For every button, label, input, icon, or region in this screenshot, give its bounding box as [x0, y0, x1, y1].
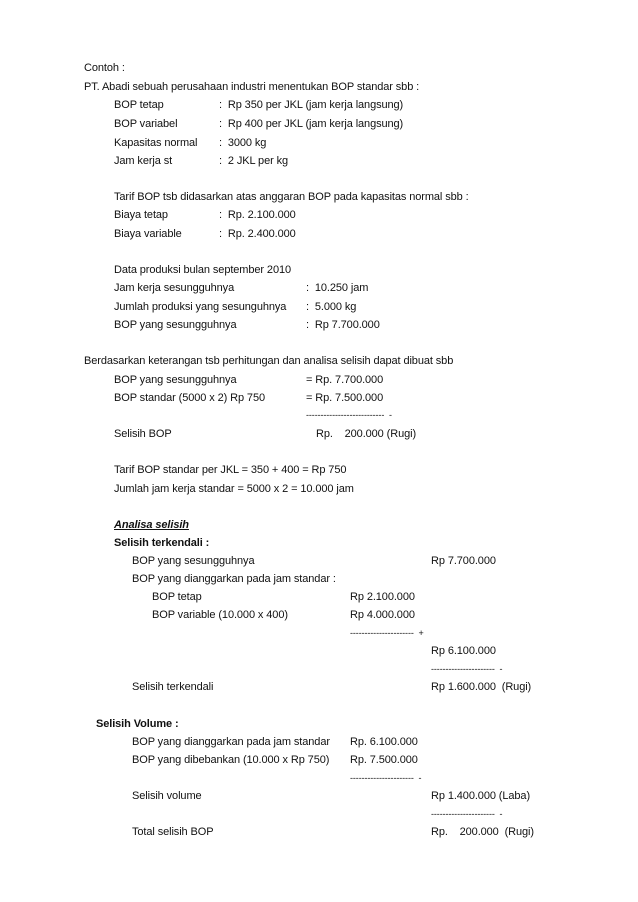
- tarif-value: : Rp. 2.100.000: [219, 209, 296, 221]
- perhitungan-label: BOP standar (5000 x 2) Rp 750: [114, 392, 265, 404]
- selisih-bop-label: Selisih BOP: [114, 428, 172, 440]
- standard-value: : Rp 400 per JKL (jam kerja langsung): [219, 118, 404, 130]
- bop-sesungguhnya-value: Rp 7.700.000: [431, 555, 496, 567]
- standard-label: BOP tetap: [114, 99, 164, 111]
- bop-tetap-label: BOP tetap: [152, 591, 202, 603]
- tarif-label: Biaya variable: [114, 228, 182, 240]
- selisih-bop-value: Rp. 200.000 (Rugi): [316, 428, 417, 440]
- bop-variable-value: Rp 4.000.000: [350, 609, 415, 621]
- standard-label: BOP variabel: [114, 118, 178, 130]
- tarif-heading: Tarif BOP tsb didasarkan atas anggaran BOP pada kapasitas normal sbb :: [114, 191, 469, 203]
- produksi-heading: Data produksi bulan september 2010: [114, 264, 291, 276]
- tarif-label: Biaya tetap: [114, 209, 168, 221]
- produksi-value: : 10.250 jam: [306, 282, 369, 294]
- selisih-volume-label: Selisih volume: [132, 790, 202, 802]
- total-selisih-value: Rp. 200.000 (Rugi): [431, 826, 534, 838]
- analisa-title: Analisa selisih: [114, 519, 189, 531]
- dianggarkan-label: BOP yang dianggarkan pada jam standar: [132, 736, 330, 748]
- selisih-terkendali-label: Selisih terkendali: [132, 681, 214, 693]
- bop-sesungguhnya-label: BOP yang sesungguhnya: [132, 555, 255, 567]
- subtotal-value: Rp 6.100.000: [431, 645, 496, 657]
- perhitungan-heading: Berdasarkan keterangan tsb perhitungan dan analisa selisih dapat dibuat sbb: [84, 355, 454, 367]
- subtraction-separator: ---------------------- -: [431, 809, 503, 819]
- produksi-label: Jumlah produksi yang sesunguhnya: [114, 301, 287, 313]
- subtraction-separator: ---------------------- -: [431, 664, 503, 674]
- bop-tetap-value: Rp 2.100.000: [350, 591, 415, 603]
- dibebankan-value: Rp. 7.500.000: [350, 754, 418, 766]
- tarif-standar-line: Tarif BOP standar per JKL = 350 + 400 = Rp 750: [114, 464, 347, 476]
- produksi-label: BOP yang sesungguhnya: [114, 319, 237, 331]
- subtraction-separator: ---------------------- -: [350, 773, 422, 783]
- volume-heading: Selisih Volume :: [96, 718, 179, 730]
- perhitungan-value: = Rp. 7.700.000: [306, 374, 384, 386]
- tarif-value: : Rp. 2.400.000: [219, 228, 296, 240]
- bop-variable-label: BOP variable (10.000 x 400): [152, 609, 288, 621]
- produksi-label: Jam kerja sesungguhnya: [114, 282, 235, 294]
- perhitungan-label: BOP yang sesungguhnya: [114, 374, 237, 386]
- dibebankan-label: BOP yang dibebankan (10.000 x Rp 750): [132, 754, 330, 766]
- selisih-volume-value: Rp 1.400.000 (Laba): [431, 790, 531, 802]
- company-statement: PT. Abadi sebuah perusahaan industri menentukan BOP standar sbb :: [84, 81, 420, 93]
- total-selisih-label: Total selisih BOP: [132, 826, 214, 838]
- standard-label: Kapasitas normal: [114, 137, 198, 149]
- subtraction-separator: --------------------------- -: [306, 410, 392, 420]
- dianggarkan-value: Rp. 6.100.000: [350, 736, 418, 748]
- selisih-terkendali-value: Rp 1.600.000 (Rugi): [431, 681, 532, 693]
- standard-value: : Rp 350 per JKL (jam kerja langsung): [219, 99, 404, 111]
- standard-value: : 2 JKL per kg: [219, 155, 289, 167]
- standard-value: : 3000 kg: [219, 137, 267, 149]
- terkendali-heading: Selisih terkendali :: [114, 537, 210, 549]
- perhitungan-value: = Rp. 7.500.000: [306, 392, 384, 404]
- contoh-label: Contoh :: [84, 62, 125, 74]
- jam-standar-line: Jumlah jam kerja standar = 5000 x 2 = 10.000 jam: [114, 483, 354, 495]
- produksi-value: : 5.000 kg: [306, 301, 357, 313]
- addition-separator: ---------------------- +: [350, 628, 424, 638]
- standard-label: Jam kerja st: [114, 155, 173, 167]
- dianggarkan-label: BOP yang dianggarkan pada jam standar :: [132, 573, 336, 585]
- produksi-value: : Rp 7.700.000: [306, 319, 380, 331]
